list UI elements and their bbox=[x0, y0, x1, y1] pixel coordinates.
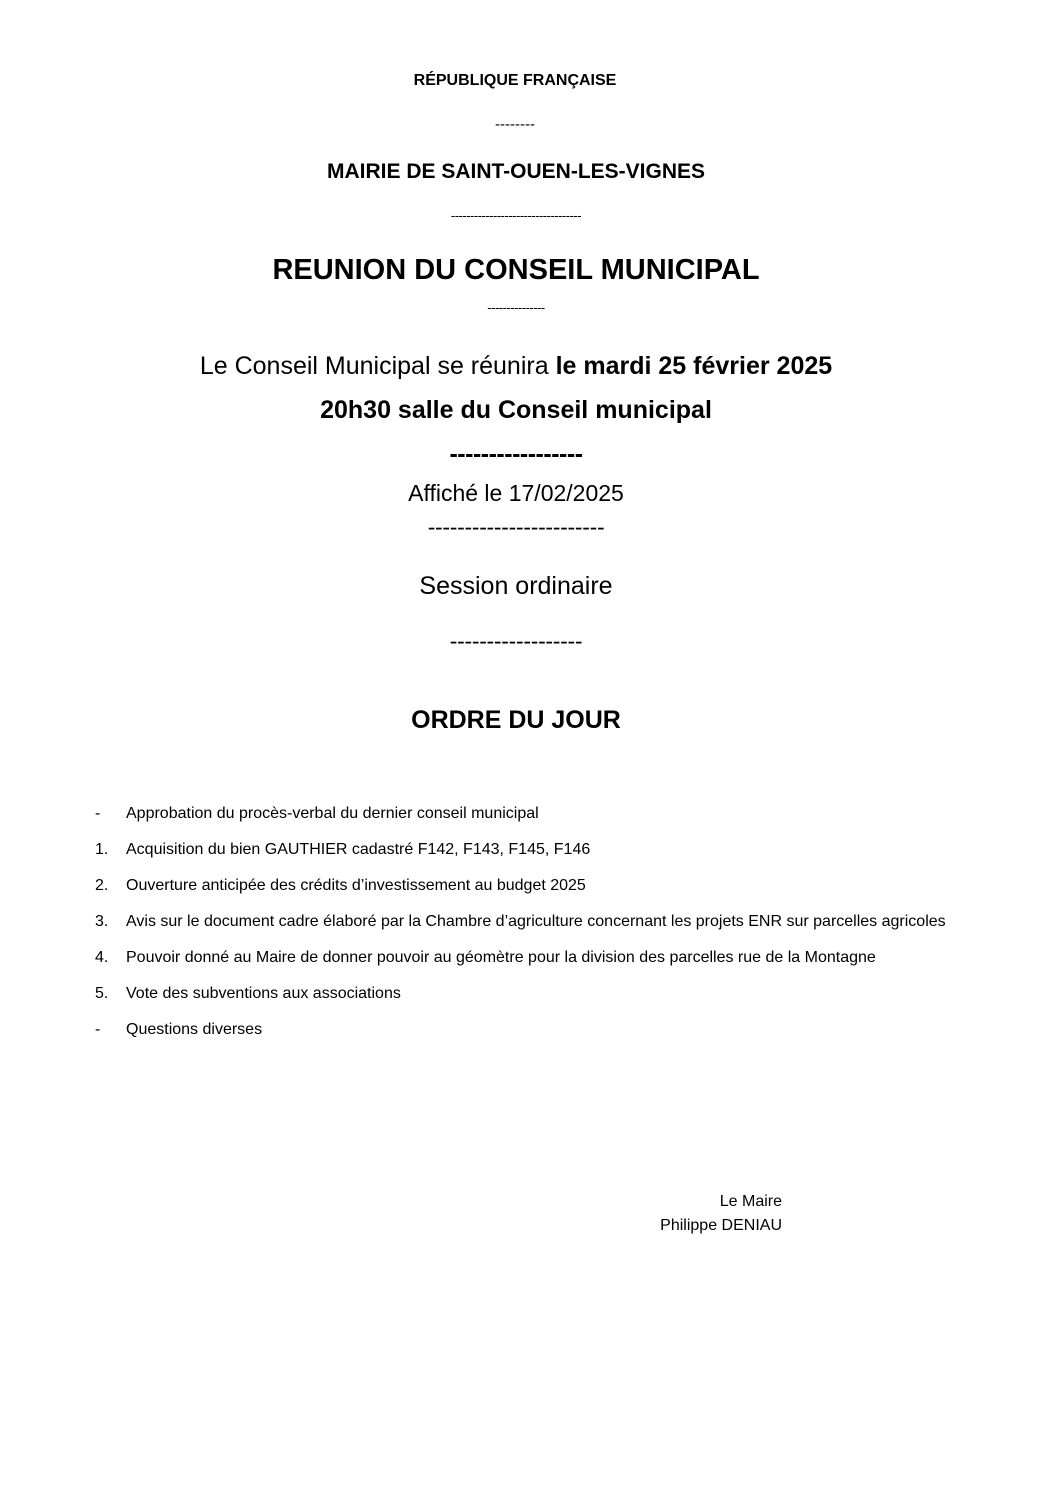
list-item bbox=[0, 796, 1058, 832]
meeting-date: le mardi 25 février 2025 bbox=[555, 352, 833, 380]
separator: ---------------------------------- bbox=[450, 208, 582, 223]
list-marker: - bbox=[95, 805, 101, 822]
separator: -------- bbox=[495, 116, 535, 133]
separator: ----------------- bbox=[449, 440, 583, 468]
list-marker: 4. bbox=[95, 949, 109, 966]
page-title: REUNION DU CONSEIL MUNICIPAL bbox=[272, 254, 760, 286]
meeting-announcement bbox=[0, 352, 1032, 381]
separator: ------------------------ bbox=[427, 514, 605, 540]
meeting-intro: Le Conseil Municipal se réunira bbox=[199, 352, 556, 380]
list-marker: - bbox=[95, 1021, 101, 1038]
list-item bbox=[0, 940, 1058, 976]
republic-heading: RÉPUBLIQUE FRANÇAISE bbox=[413, 72, 617, 89]
signature-role: Le Maire bbox=[719, 1193, 782, 1210]
list-item bbox=[0, 832, 1058, 868]
agenda-title: ORDRE DU JOUR bbox=[411, 706, 621, 734]
separator: ------------------ bbox=[449, 628, 583, 654]
list-marker: 3. bbox=[95, 913, 109, 930]
list-item-text: Acquisition du bien GAUTHIER cadastré F142, F143, F145, F146 bbox=[126, 841, 591, 858]
list-item-text: Questions diverses bbox=[126, 1021, 263, 1038]
agenda-list bbox=[0, 796, 1058, 1048]
list-item bbox=[0, 868, 1058, 904]
signature-block bbox=[660, 1190, 782, 1238]
list-item-text: Pouvoir donné au Maire de donner pouvoir au géomètre pour la division des parcelles rue de la Montagne bbox=[126, 949, 876, 966]
mairie-heading: MAIRIE DE SAINT-OUEN-LES-VIGNES bbox=[326, 160, 706, 183]
list-item-text: Vote des subventions aux associations bbox=[126, 985, 401, 1002]
list-item bbox=[0, 1012, 1058, 1048]
list-marker: 1. bbox=[95, 841, 109, 858]
separator: --------------- bbox=[487, 300, 545, 315]
meeting-time-place: 20h30 salle du Conseil municipal bbox=[320, 396, 712, 424]
posted-date: Affiché le 17/02/2025 bbox=[408, 480, 624, 506]
list-item-text: Ouverture anticipée des crédits d’investissement au budget 2025 bbox=[126, 877, 586, 894]
list-item bbox=[0, 976, 1058, 1012]
list-item bbox=[0, 904, 1058, 940]
list-item-text: Avis sur le document cadre élaboré par la Chambre d’agriculture concernant les projets ENR sur parcelles agricoles bbox=[126, 913, 946, 930]
session-type: Session ordinaire bbox=[419, 572, 613, 600]
list-marker: 2. bbox=[95, 877, 109, 894]
signature-name: Philippe DENIAU bbox=[660, 1217, 782, 1234]
list-item-text: Approbation du procès-verbal du dernier conseil municipal bbox=[126, 805, 539, 822]
list-marker: 5. bbox=[95, 985, 109, 1002]
